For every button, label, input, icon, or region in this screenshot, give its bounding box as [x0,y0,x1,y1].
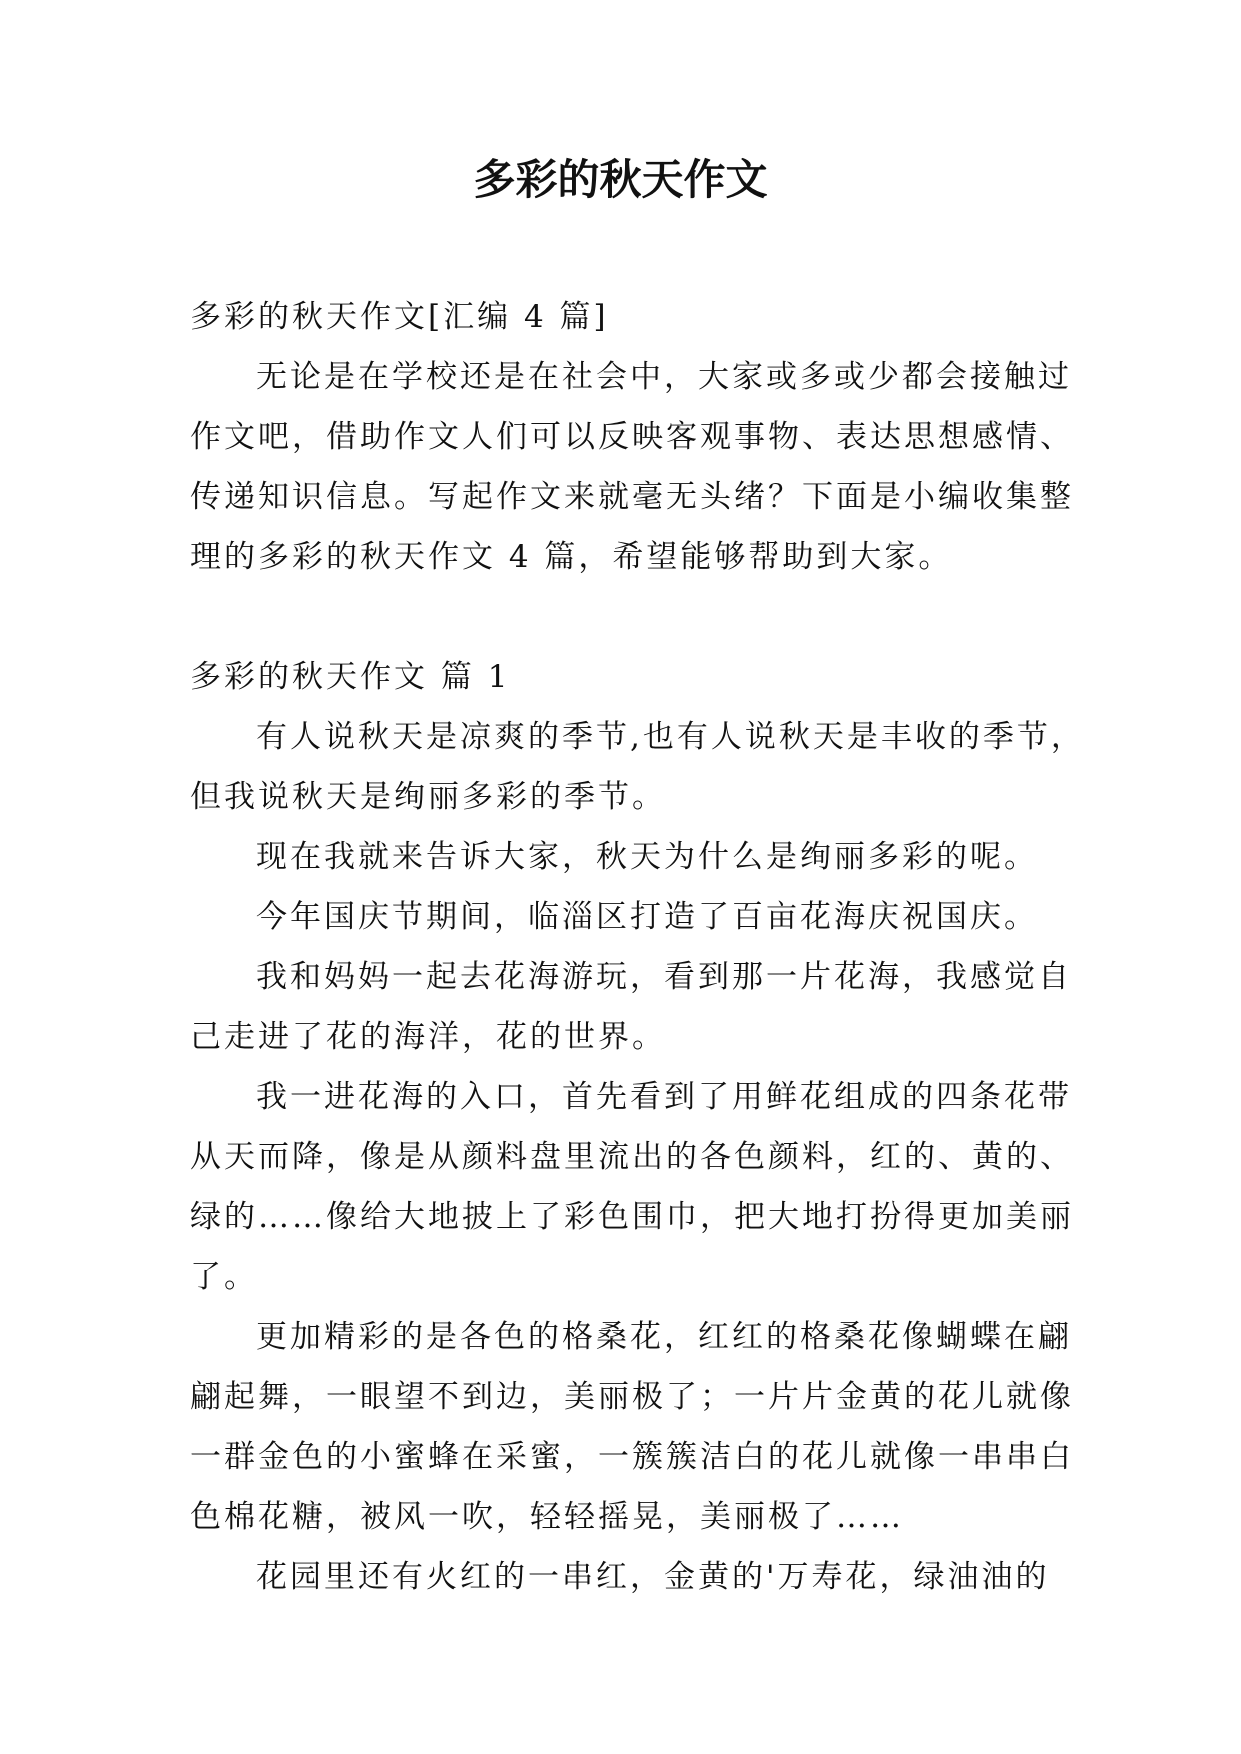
body-line: 但我说秋天是绚丽多彩的季节。 [190,779,666,815]
intro-line: 理的多彩的秋天作文 4 篇，希望能够帮助到大家。 [190,539,953,575]
body-line: 己走进了花的海洋，花的世界。 [190,1019,666,1055]
body-line: 花园里还有火红的一串红，金黄的'万寿花，绿油油的 [256,1559,1050,1595]
body-line: 绿的……像给大地披上了彩色围巾，把大地打扮得更加美丽 [190,1199,1074,1235]
section-heading: 多彩的秋天作文 篇 1 [190,659,511,695]
body-line: 我一进花海的入口，首先看到了用鲜花组成的四条花带 [256,1079,1072,1115]
intro-line: 作文吧，借助作文人们可以反映客观事物、表达思想感情、 [190,419,1074,455]
body-line: 翩起舞，一眼望不到边，美丽极了；一片片金黄的花儿就像 [190,1379,1074,1415]
body-line: 我和妈妈一起去花海游玩，看到那一片花海，我感觉自 [256,959,1072,995]
body-line: 色棉花糖，被风一吹，轻轻摇晃，美丽极了…… [190,1499,904,1535]
body-line: 有人说秋天是凉爽的季节,也有人说秋天是丰收的季节， [256,719,1085,755]
body-line: 从天而降，像是从颜料盘里流出的各色颜料，红的、黄的、 [190,1139,1074,1175]
document-body [190,287,1085,1607]
intro-line: 无论是在学校还是在社会中，大家或多或少都会接触过 [256,359,1072,395]
body-line: 更加精彩的是各色的格桑花，红红的格桑花像蝴蝶在翩 [256,1319,1072,1355]
body-line: 今年国庆节期间，临淄区打造了百亩花海庆祝国庆。 [256,899,1038,935]
body-line: 现在我就来告诉大家，秋天为什么是绚丽多彩的呢。 [256,839,1038,875]
intro-line: 传递知识信息。写起作文来就毫无头绪？下面是小编收集整 [190,479,1074,515]
body-line: 一群金色的小蜜蜂在采蜜，一簇簇洁白的花儿就像一串串白 [190,1439,1074,1475]
document-title: 多彩的秋天作文 [473,155,768,204]
paragraph-gap [190,587,1070,647]
subtitle-line: 多彩的秋天作文[汇编 4 篇] [190,299,609,335]
body-line: 了。 [190,1259,258,1295]
